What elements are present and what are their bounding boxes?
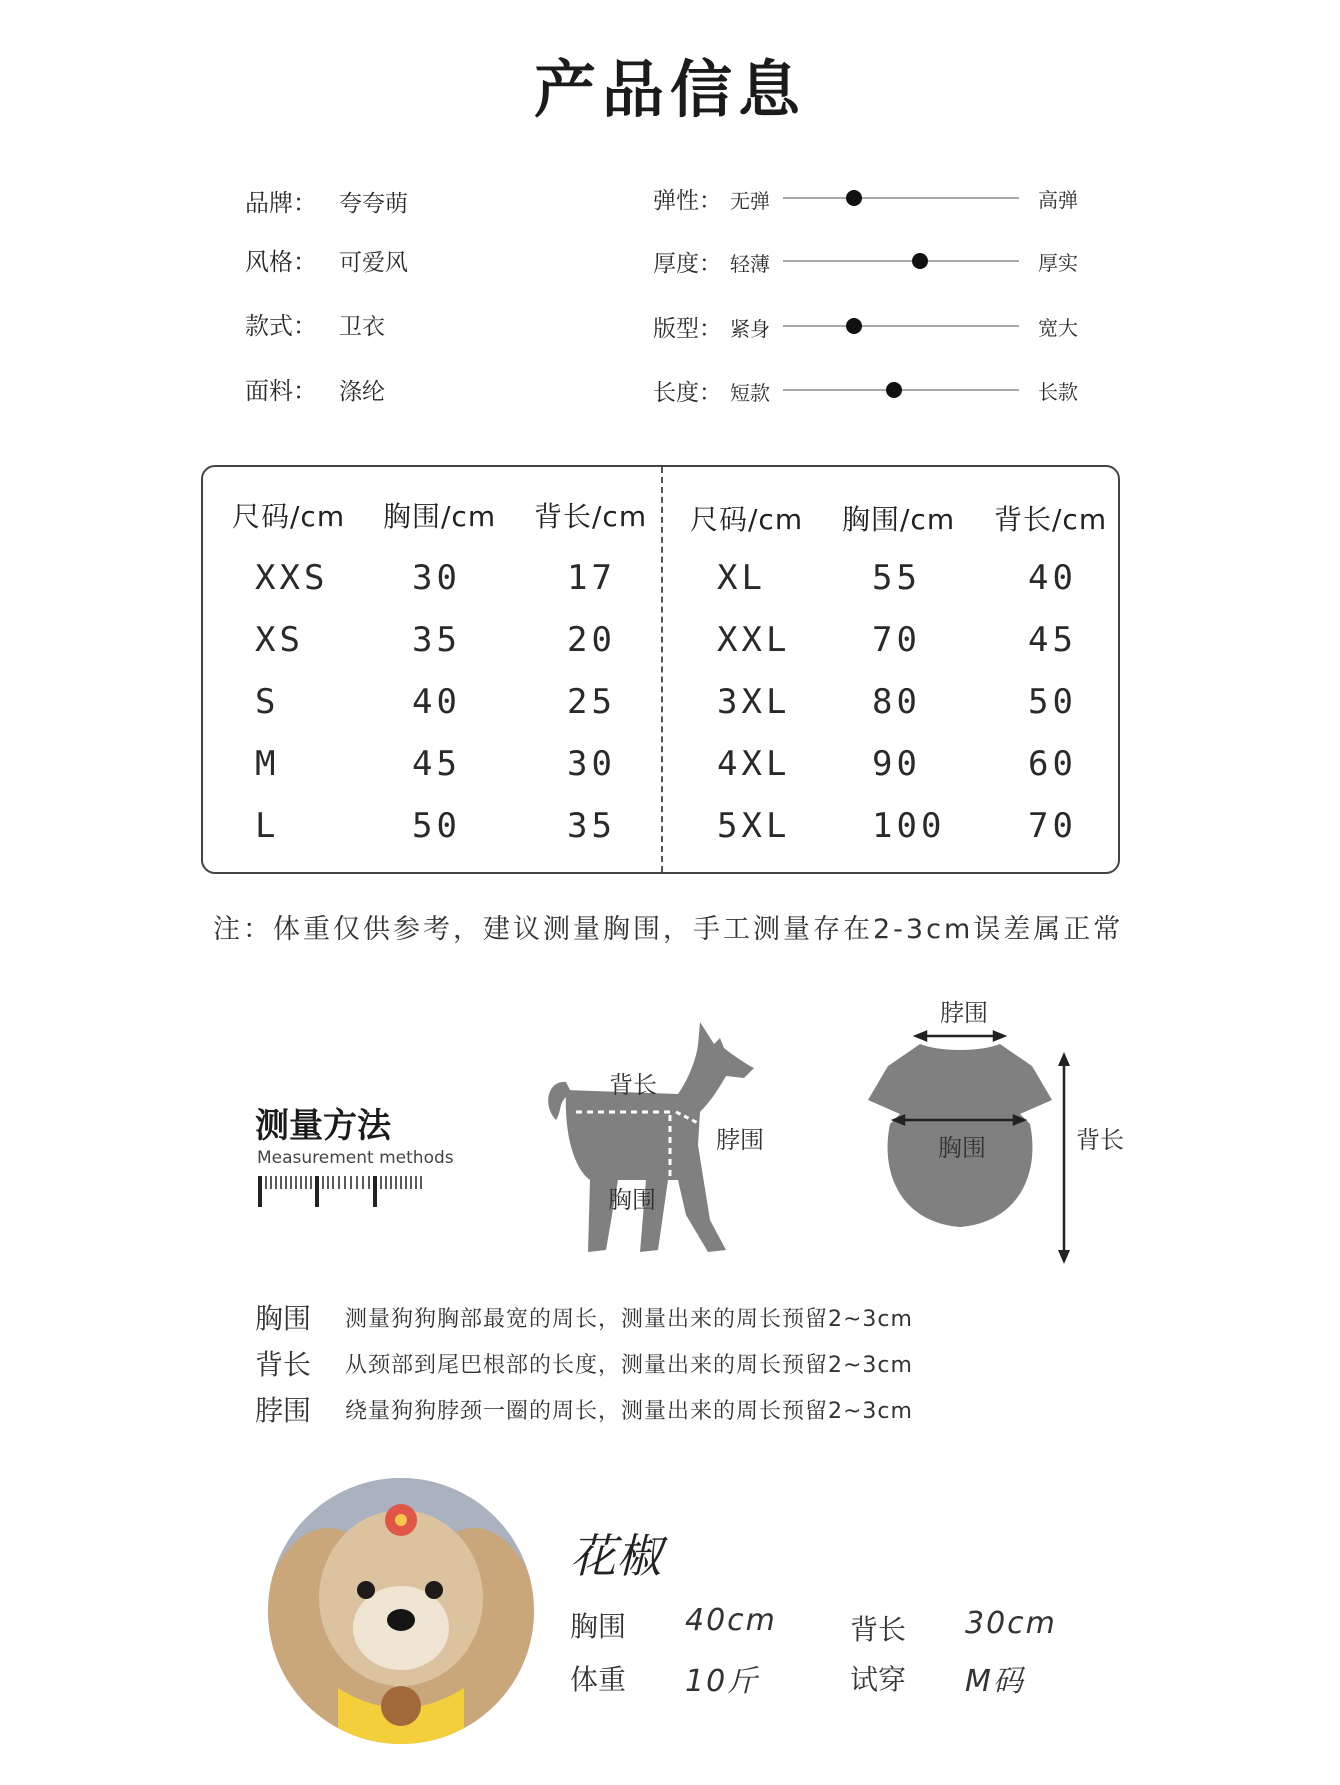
- attribute-brand: [245, 183, 408, 218]
- cell-chest: 80: [872, 682, 921, 722]
- cell-chest: 45: [412, 744, 461, 784]
- cell-chest: 35: [412, 620, 461, 660]
- scale-high: 长款: [1038, 380, 1078, 404]
- dog-neck-label: 脖围: [716, 1126, 764, 1154]
- attribute-fabric: [245, 371, 385, 406]
- cell-back: 20: [567, 620, 616, 660]
- attribute-value: 夸夸萌: [339, 191, 408, 217]
- model-fit-label: 试穿: [850, 1663, 907, 1696]
- cell-chest: 55: [872, 558, 921, 598]
- header-chest: 胸围/cm: [842, 503, 956, 536]
- scale-marker: [886, 382, 902, 398]
- cell-size: 3XL: [717, 682, 791, 722]
- definition-chest-key: 胸围: [255, 1302, 312, 1335]
- attribute-key: 品牌：: [245, 189, 317, 217]
- scale-low: 紧身: [730, 317, 770, 341]
- scale-low: 短款: [730, 381, 770, 405]
- scale-fit-label: [653, 310, 770, 343]
- scale-name: 厚度：: [653, 251, 722, 277]
- scale-track: [783, 260, 1019, 262]
- attribute-value: 卫衣: [339, 314, 385, 340]
- scale-marker: [912, 253, 928, 269]
- model-back-value: 30cm: [965, 1606, 1057, 1641]
- size-table-divider: [661, 467, 663, 872]
- header-back: 背长/cm: [994, 503, 1108, 536]
- cell-back: 60: [1028, 744, 1077, 784]
- cell-back: 25: [567, 682, 616, 722]
- attribute-style: [245, 242, 408, 277]
- dog-chest-label: 胸围: [608, 1186, 656, 1214]
- back-length-arrow-icon: [1052, 1052, 1076, 1264]
- dog-back-label: 背长: [609, 1071, 657, 1099]
- scale-track: [783, 197, 1019, 199]
- model-chest-label: 胸围: [570, 1610, 627, 1643]
- model-fit-value: M码: [965, 1664, 1025, 1699]
- cell-size: 4XL: [717, 744, 791, 784]
- size-note: 注：体重仅供参考，建议测量胸围，手工测量存在2-3cm误差属正常: [213, 914, 1124, 945]
- header-size: 尺码/cm: [690, 503, 804, 536]
- definition-back-text: 从颈部到尾巴根部的长度，测量出来的周长预留2~3cm: [345, 1353, 913, 1378]
- scale-high: 厚实: [1038, 251, 1078, 275]
- cell-chest: 90: [872, 744, 921, 784]
- definition-chest-text: 测量狗狗胸部最宽的周长，测量出来的周长预留2~3cm: [345, 1307, 913, 1332]
- page-title: 产品信息: [533, 53, 806, 126]
- header-back: 背长/cm: [534, 500, 648, 533]
- scale-high: 宽大: [1038, 316, 1078, 340]
- scale-track: [783, 325, 1019, 327]
- model-weight-value: 10斤: [685, 1664, 760, 1699]
- cell-chest: 70: [872, 620, 921, 660]
- cell-back: 35: [567, 806, 616, 846]
- scale-low: 轻薄: [730, 252, 770, 276]
- cell-back: 50: [1028, 682, 1077, 722]
- scale-low: 无弹: [730, 189, 770, 213]
- attribute-key: 风格：: [245, 248, 317, 276]
- scale-name: 弹性：: [653, 188, 722, 214]
- scale-name: 版型：: [653, 316, 722, 342]
- cell-back: 45: [1028, 620, 1077, 660]
- cell-chest: 50: [412, 806, 461, 846]
- cell-size: L: [255, 806, 280, 846]
- cell-back: 40: [1028, 558, 1077, 598]
- attribute-key: 款式：: [245, 312, 317, 340]
- cell-size: XXS: [255, 558, 329, 598]
- header-size: 尺码/cm: [232, 500, 346, 533]
- scale-marker: [846, 318, 862, 334]
- shirt-chest-label: 胸围: [938, 1134, 986, 1162]
- cell-back: 70: [1028, 806, 1077, 846]
- cell-back: 17: [567, 558, 616, 598]
- shirt-neck-label: 脖围: [940, 999, 988, 1027]
- cell-chest: 100: [872, 806, 946, 846]
- attribute-key: 面料：: [245, 377, 317, 405]
- definition-neck-text: 绕量狗狗脖颈一圈的周长，测量出来的周长预留2~3cm: [345, 1399, 913, 1424]
- attribute-value: 涤纶: [339, 379, 385, 405]
- cell-size: XXL: [717, 620, 791, 660]
- scale-high: 高弹: [1038, 188, 1078, 212]
- cell-size: S: [255, 682, 280, 722]
- header-chest: 胸围/cm: [383, 500, 497, 533]
- cell-chest: 30: [412, 558, 461, 598]
- cell-back: 30: [567, 744, 616, 784]
- shirt-back-label: 背长: [1076, 1126, 1124, 1154]
- scale-name: 长度：: [653, 380, 722, 406]
- scale-length-label: [653, 374, 770, 407]
- ruler-icon: [255, 1173, 430, 1213]
- model-name: 花椒: [570, 1529, 662, 1583]
- scale-elasticity-label: [653, 182, 770, 215]
- scale-marker: [846, 190, 862, 206]
- model-weight-label: 体重: [570, 1663, 627, 1696]
- cell-size: XL: [717, 558, 766, 598]
- cell-chest: 40: [412, 682, 461, 722]
- definition-neck-key: 脖围: [255, 1394, 312, 1427]
- definition-back-key: 背长: [255, 1348, 312, 1381]
- cell-size: 5XL: [717, 806, 791, 846]
- measurement-subtitle: Measurement methods: [257, 1148, 454, 1168]
- model-back-label: 背长: [850, 1613, 907, 1646]
- cell-size: XS: [255, 620, 304, 660]
- cell-size: M: [255, 744, 280, 784]
- measurement-title: 测量方法: [255, 1106, 391, 1146]
- model-chest-value: 40cm: [685, 1603, 777, 1638]
- scale-thickness-label: [653, 245, 770, 278]
- attribute-type: [245, 306, 385, 341]
- attribute-value: 可爱风: [339, 250, 408, 276]
- model-dog-photo: [268, 1478, 534, 1744]
